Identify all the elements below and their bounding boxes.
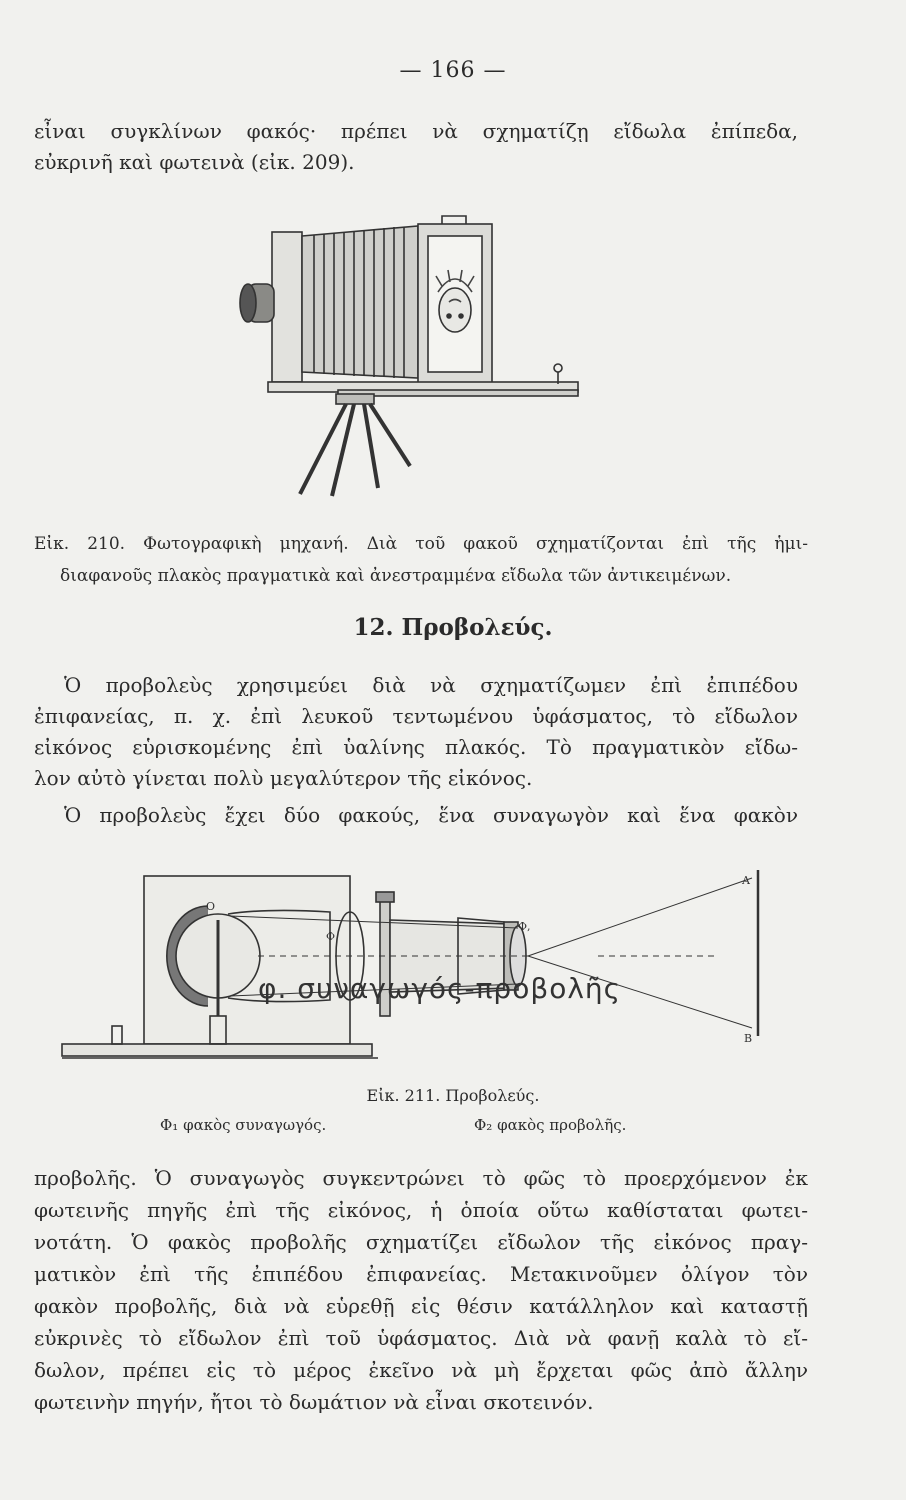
label-phi: Φ (326, 930, 336, 943)
text-line: ματικὸν ἐπὶ τῆς ἐπιπέδου ἐπιφανείας. Μετακινοῦμεν ὀλίγον τὸν (34, 1262, 808, 1286)
text-line: εἰκόνος εὑρισκομένης ἐπὶ ὑαλίνης πλακός. Τὸ πραγματικὸν εἴδω- (34, 735, 798, 759)
camera-drawing (228, 212, 588, 502)
figure-211-legend-1: Φ₁ φακὸς συναγωγός. (160, 1116, 327, 1134)
text-line: ἐπιφανείας, π. χ. ἐπὶ λευκοῦ τεντωμένου ὑφάσματος, τὸ εἴδωλον (34, 704, 798, 728)
figure-211-caption: Εἰκ. 211. Προβολεύς. (366, 1086, 540, 1105)
figure-211-legend-2: Φ₂ φακὸς προβολῆς. (474, 1116, 627, 1134)
section-heading: 12. Προβολεύς. (353, 614, 553, 641)
projector-diagram (58, 858, 770, 1068)
text-line: νοτάτη. Ὁ φακὸς προβολῆς σχηματίζει εἴδωλον τῆς εἰκόνος πραγ- (34, 1230, 808, 1254)
intro-paragraph (34, 116, 798, 178)
lenses-paragraph (34, 800, 798, 831)
projector-paragraph (34, 670, 798, 794)
label-phi2: Φ, (518, 920, 531, 933)
label-o: O (206, 900, 216, 913)
text-line: φωτεινῆς πηγῆς ἐπὶ τῆς εἰκόνος, ἡ ὁποία οὕτω καθίσταται φωτει- (34, 1198, 808, 1222)
projector-drawing (58, 858, 770, 1068)
final-paragraph (34, 1162, 808, 1418)
text-line: εὐκρινῆ καὶ φωτεινὰ (εἰκ. 209). (34, 150, 355, 174)
caption-line: Εἰκ. 210. Φωτογραφικὴ μηχανή. Διὰ τοῦ φακοῦ σχηματίζονται ἐπὶ τῆς ἡμι- (34, 534, 808, 554)
camera-illustration (228, 212, 588, 502)
handwritten-note: φ. συναγωγός-προβολῆς (258, 972, 622, 1005)
text-line: Ὁ προβολεὺς ἔχει δύο φακούς, ἕνα συναγωγὸν καὶ ἕνα φακὸν (64, 803, 798, 827)
label-a: A (742, 874, 750, 887)
text-line: φωτεινὴν πηγήν, ἤτοι τὸ δωμάτιον νὰ εἶναι σκοτεινόν. (34, 1390, 594, 1414)
figure-210-caption (34, 528, 808, 592)
text-line: προβολῆς. Ὁ συναγωγὸς συγκεντρώνει τὸ φῶς τὸ προερχόμενον ἐκ (34, 1166, 808, 1190)
text-line: εἶναι συγκλίνων φακός· πρέπει νὰ σχηματίζῃ εἴδωλα ἐπίπεδα, (34, 119, 798, 143)
text-line: εὐκρινὲς τὸ εἴδωλον ἐπὶ τοῦ ὑφάσματος. Διὰ νὰ φανῇ καλὰ τὸ εἴ- (34, 1326, 808, 1350)
text-line: Ὁ προβολεὺς χρησιμεύει διὰ νὰ σχηματίζωμεν ἐπὶ ἐπιπέδου (64, 673, 798, 697)
page-number: — 166 — (399, 58, 507, 83)
label-b: B (744, 1032, 753, 1045)
text-line: φακὸν προβολῆς, διὰ νὰ εὑρεθῇ εἰς θέσιν κατάλληλον καὶ καταστῇ (34, 1294, 808, 1318)
text-line: λον αὐτὸ γίνεται πολὺ μεγαλύτερον τῆς εἰκόνος. (34, 766, 533, 790)
caption-line: διαφανοῦς πλακὸς πραγματικὰ καὶ ἀνεστραμμένα εἴδωλα τῶν ἀντικειμένων. (60, 566, 732, 586)
text-line: δωλον, πρέπει εἰς τὸ μέρος ἐκεῖνο νὰ μὴ ἔρχεται φῶς ἀπὸ ἄλλην (34, 1358, 808, 1382)
